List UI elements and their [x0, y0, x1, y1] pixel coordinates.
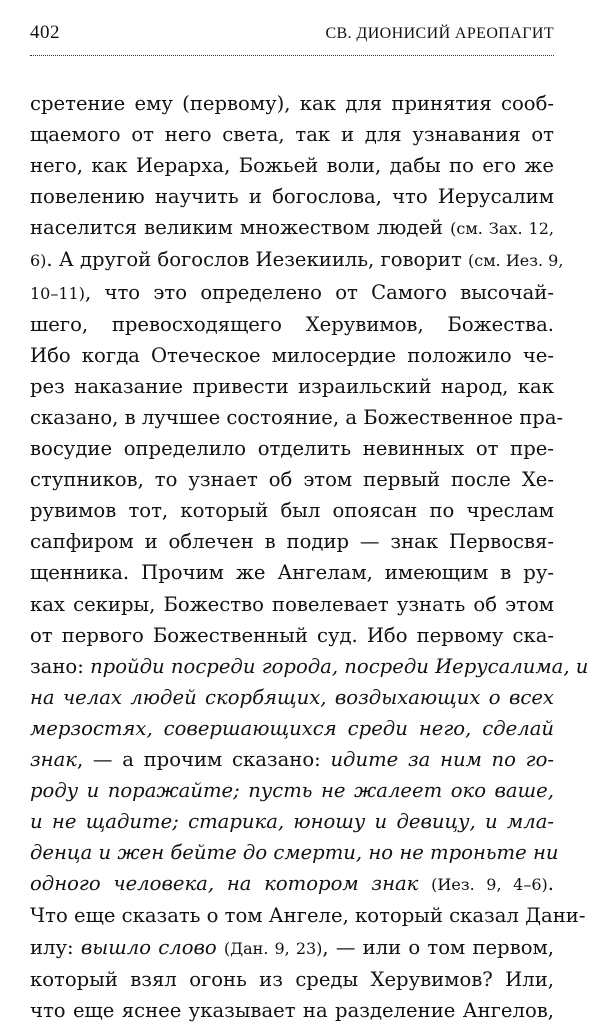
text-line	[30, 371, 554, 402]
text-line	[30, 775, 554, 806]
text-line	[30, 995, 554, 1026]
text-line	[30, 744, 554, 775]
scripture-reference: (Иез. 9, 4–6)	[431, 875, 548, 895]
text-run: ступников, то узнает об этом первый после Хе-	[30, 468, 554, 492]
text-run: населится великим множеством людей	[30, 216, 451, 240]
text-run: шего, превосходящего Херувимов, Божества.	[30, 312, 554, 336]
italic-quote: идите за ним по го-	[330, 747, 554, 771]
text-run: илу:	[30, 935, 81, 959]
text-line	[30, 119, 554, 150]
text-run: зано:	[30, 654, 91, 678]
text-line	[30, 309, 554, 340]
italic-quote: денца и жен бейте до смерти, но не троньте ни	[30, 841, 559, 865]
text-line	[30, 150, 554, 181]
scripture-reference: (см. Иез. 9,	[468, 251, 564, 271]
text-run: сказано, в лучшее состояние, а Божественное пра-	[30, 405, 564, 429]
text-line	[30, 589, 554, 620]
text-line	[30, 557, 554, 588]
text-run: , — а прочим сказано:	[76, 747, 331, 771]
text-line	[30, 402, 564, 433]
text-line	[30, 964, 554, 995]
body-text	[30, 88, 589, 1026]
text-line	[30, 806, 554, 837]
text-line	[30, 464, 554, 495]
italic-quote: вышло слово	[80, 935, 217, 959]
text-line	[30, 868, 554, 900]
text-line	[30, 682, 554, 713]
italic-quote: на челах людей скорбящих, воздыхающих о всех	[30, 685, 554, 709]
text-line	[30, 88, 554, 119]
text-line	[30, 620, 554, 651]
italic-quote: знак	[30, 747, 77, 771]
text-run: от первого Божественный суд. Ибо первому ска-	[30, 623, 554, 647]
text-line	[30, 340, 554, 371]
text-run: восудие определило отделить невинных от пре-	[30, 437, 554, 461]
text-line	[30, 837, 559, 868]
book-page	[30, 22, 589, 1026]
text-run: него, как Иерарха, Божьей воли, дабы по его же	[30, 154, 554, 178]
italic-quote: пройди посреди города, посреди Иерусалима, и	[90, 654, 589, 678]
scripture-reference: (см. Зах. 12,	[450, 219, 554, 239]
scripture-reference: (Дан. 9, 23)	[223, 938, 323, 958]
page-number: 402	[30, 22, 60, 43]
text-run: сретение ему (первому), как для принятия сооб-	[30, 92, 554, 115]
text-run: , — или о том первом,	[322, 935, 554, 959]
text-run: что еще яснее указывает на разделение Ангелов,	[30, 998, 554, 1022]
text-run: Что еще сказать о том Ангеле, который сказал Дани-	[30, 904, 586, 928]
running-title: СВ. ДИОНИСИЙ АРЕОПАГИТ	[325, 25, 554, 42]
text-line	[30, 212, 554, 244]
text-run: сапфиром и облечен в подир — знак Первосвя-	[30, 530, 554, 554]
text-line	[30, 181, 554, 212]
text-run: который взял огонь из среды Херувимов? Или,	[30, 967, 554, 991]
scripture-reference: 10–11)	[30, 283, 85, 303]
text-run: .	[547, 872, 555, 896]
text-run: Ибо когда Отеческое милосердие положило че-	[30, 343, 554, 367]
text-run: щенника. Прочим же Ангелам, имеющим в ру-	[30, 561, 554, 585]
text-line	[30, 900, 586, 931]
text-line	[30, 277, 554, 309]
text-line	[30, 713, 554, 744]
italic-quote: одного человека, на котором знак	[30, 872, 419, 896]
text-run	[418, 872, 431, 895]
scripture-reference: 6)	[30, 251, 47, 271]
text-run: щаемого от него света, так и для узнавания от	[30, 123, 554, 147]
text-line	[30, 651, 589, 682]
text-run: ках секиры, Божество повелевает узнать об этом	[30, 592, 554, 616]
italic-quote: мерзостях, совершающихся среди него, сделай	[30, 716, 554, 740]
italic-quote: и не щадите; старика, юношу и девицу, и мла-	[30, 810, 554, 834]
text-run: рувимов тот, который был опоясан по чреслам	[30, 499, 554, 523]
text-run	[217, 936, 224, 959]
page-header	[30, 22, 554, 56]
text-run: рез наказание привести израильский народ, как	[30, 374, 554, 398]
text-line	[30, 495, 554, 526]
italic-quote: роду и поражайте; пусть не жалеет око ваше,	[30, 779, 554, 803]
text-line	[30, 526, 554, 557]
text-line	[30, 244, 564, 276]
text-line	[30, 932, 554, 964]
text-run: . А другой богослов Иезекииль, говорит	[46, 248, 469, 272]
text-run: повелению научить и богослова, что Иерусалим	[30, 185, 554, 209]
text-line	[30, 433, 554, 464]
text-run: , что это определено от Самого высочай-	[84, 280, 554, 304]
